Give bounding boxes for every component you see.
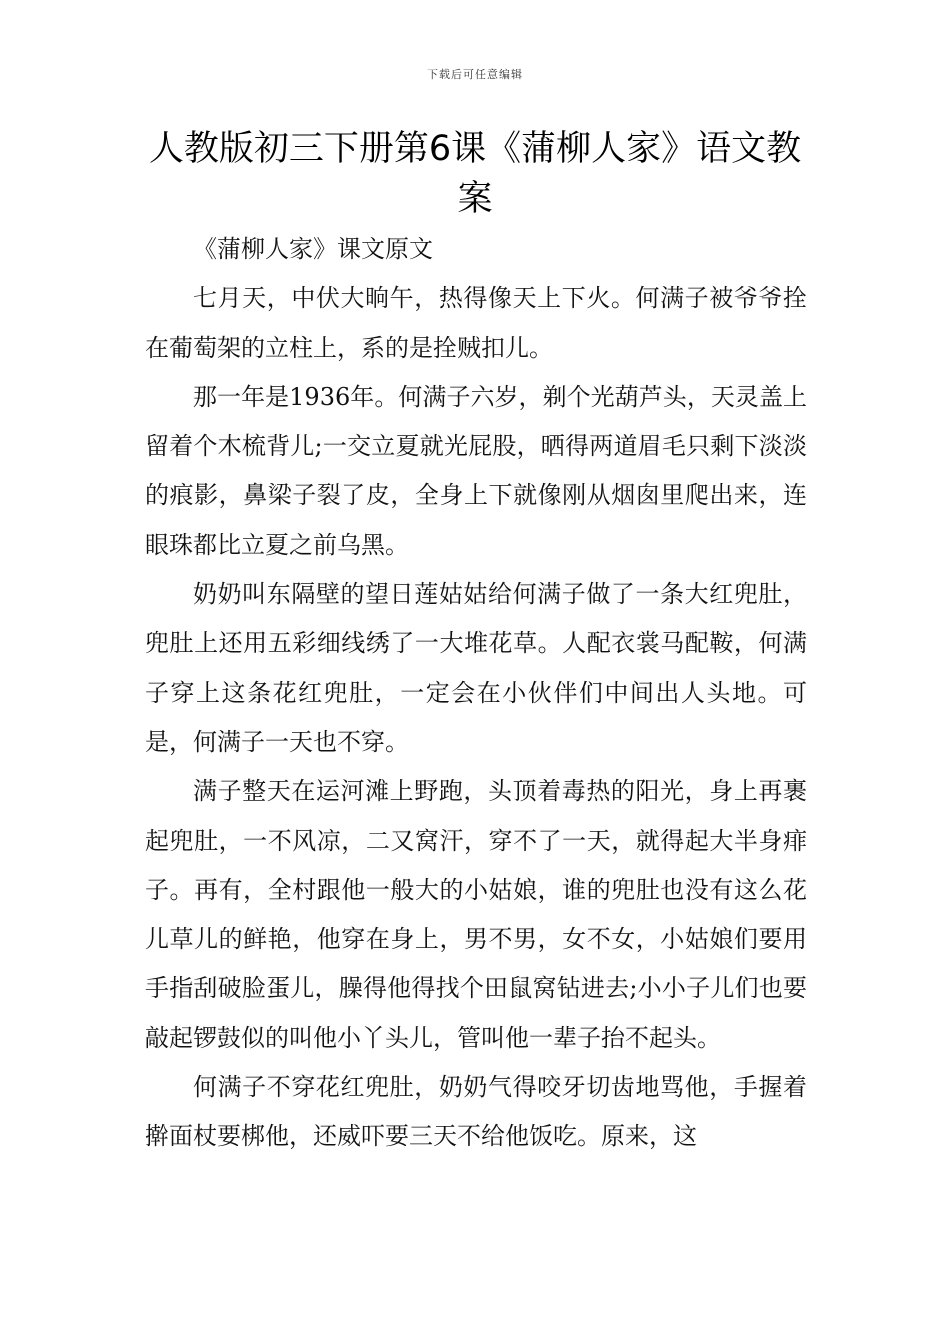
paragraph: 七月天，中伏大晌午，热得像天上下火。何满子被爷爷拴在葡萄架的立柱上，系的是拴贼扣儿。 — [145, 284, 807, 362]
paragraph: 满子整天在运河滩上野跑，头顶着毒热的阳光，身上再裹起兜肚，一不风凉，二又窝汗，穿不了一天，就得起大半身痱子。再有，全村跟他一般大的小姑娘，谁的兜肚也没有这么花儿草儿的鲜艳，他穿在身上，男不男，女不女，小姑娘们要用手指刮破脸蛋儿，臊得他得找个田鼠窝钻进去;小小子儿们也要敲起锣鼓似的叫他小丫头儿，管叫他一辈子抬不起头。 — [145, 777, 807, 1052]
paragraph: 那一年是1936年。何满子六岁，剃个光葫芦头，天灵盖上留着个木梳背儿;一交立夏就光屁股，晒得两道眉毛只剩下淡淡的痕影，鼻梁子裂了皮，全身上下就像刚从烟囱里爬出来，连眼珠都比立夏之前乌黑。 — [145, 382, 807, 559]
paragraph: 奶奶叫东隔壁的望日莲姑姑给何满子做了一条大红兜肚，兜肚上还用五彩细线绣了一大堆花草。人配衣裳马配鞍，何满子穿上这条花红兜肚，一定会在小伙伴们中间出人头地。可是，何满子一天也不穿。 — [145, 580, 807, 756]
document-body — [145, 225, 807, 1162]
paragraph-subtitle: 《蒲柳人家》课文原文 — [193, 235, 433, 263]
page-title: 人教版初三下册第6课《蒲柳人家》语文教案 — [148, 129, 802, 219]
header-note: 下载后可任意编辑 — [427, 68, 523, 81]
paragraph: 何满子不穿花红兜肚，奶奶气得咬牙切齿地骂他，手握着擀面杖要梆他，还威吓要三天不给他饭吃。原来，这 — [145, 1073, 807, 1151]
